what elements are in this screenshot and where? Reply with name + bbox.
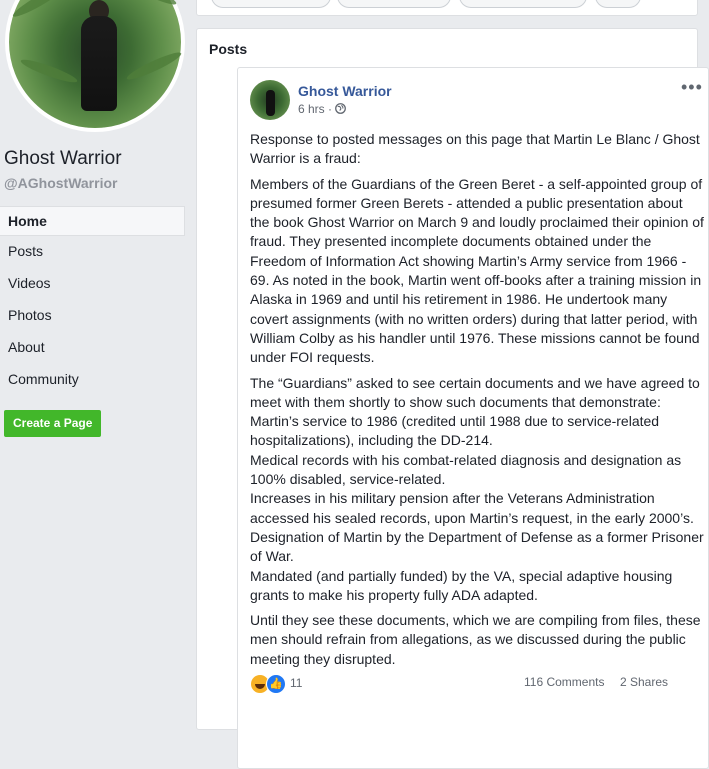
action-button[interactable]: [459, 0, 587, 8]
post: [237, 67, 709, 769]
posts-section: [196, 28, 704, 730]
nav-item-community[interactable]: Community: [8, 371, 79, 387]
left-column: [0, 0, 196, 716]
post-author-name[interactable]: Ghost Warrior: [298, 83, 392, 99]
nav-item-about[interactable]: About: [8, 339, 45, 355]
shares-count-link[interactable]: 2 Shares: [620, 675, 669, 689]
nav-item-home[interactable]: Home: [0, 206, 185, 236]
reaction-count[interactable]: 11: [290, 676, 303, 690]
post-paragraph: Response to posted messages on this page that Martin Le Blanc / Ghost Warrior is a fraud:: [250, 131, 700, 167]
nav-item-videos[interactable]: Videos: [8, 275, 51, 291]
post-line: The “Guardians” asked to see certain documents and we have agreed to meet with them shortly to show such documents that demonstrate:: [250, 374, 700, 410]
action-button[interactable]: [211, 0, 331, 8]
like-reaction-icon: 👍: [266, 674, 286, 694]
post-line: Mandated (and partially funded) by the VA, special adaptive housing grants to make his property fully ADA adapted.: [250, 567, 673, 603]
profile-picture[interactable]: [5, 0, 185, 132]
post-paragraph: Members of the Guardians of the Green Beret - a self-appointed group of presumed former Green Berets - attended a public presentation about the book Ghost Warrior on March 9 and loudly proclaimed their opinion of fraud. They presented incomplete documents obtained under the Freedom of Information Act showing Martin’s Army service from 1966 - 69. As noted in the book, Martin went off-books after a training mission in Alaska in 1969 and until his retirement in 1986. He undertook many covert assignments (with no written orders) during that latter period, with William Colby as his handler until 1976. These missions cannot be found under FOI requests.: [250, 175, 704, 366]
post-author-avatar[interactable]: [250, 80, 290, 120]
post-line: Increases in his military pension after the Veterans Administration accessed his sealed records, upon Martin’s request, in the early 2000’s.: [250, 490, 694, 526]
comments-count-link[interactable]: 116 Comments: [524, 675, 605, 689]
page-name[interactable]: Ghost Warrior: [4, 148, 122, 169]
globe-icon: [335, 103, 346, 114]
post-line: Designation of Martin by the Department of Defense as a former Prisoner of War.: [250, 528, 704, 565]
post-timestamp[interactable]: 6 hrs ·: [298, 102, 336, 116]
post-paragraph: Until they see these documents, which we are compiling from files, these men should refrain from allegations, as we discussed during the public meeting they disrupted.: [250, 612, 701, 667]
posts-section-title: Posts: [209, 41, 248, 57]
nav-item-photos[interactable]: Photos: [8, 307, 52, 323]
page-handle: @AGhostWarrior: [4, 175, 118, 191]
create-page-button[interactable]: Create a Page: [4, 410, 101, 437]
action-bar: [196, 0, 698, 16]
post-text: [250, 130, 704, 675]
post-line: Medical records with his combat-related diagnosis and designation as 100% disabled, service-related.: [250, 451, 682, 488]
action-button[interactable]: [337, 0, 451, 8]
post-options-icon[interactable]: •••: [681, 77, 703, 97]
post-line: Martin’s service to 1986 (credited until 1988 due to service-related hospitalizations), including the DD-214.: [250, 413, 660, 449]
nav-item-posts[interactable]: Posts: [8, 243, 44, 259]
page-nav: [0, 206, 185, 396]
action-button[interactable]: [595, 0, 641, 8]
post-paragraph: [250, 374, 704, 606]
post-meta: [298, 102, 346, 116]
